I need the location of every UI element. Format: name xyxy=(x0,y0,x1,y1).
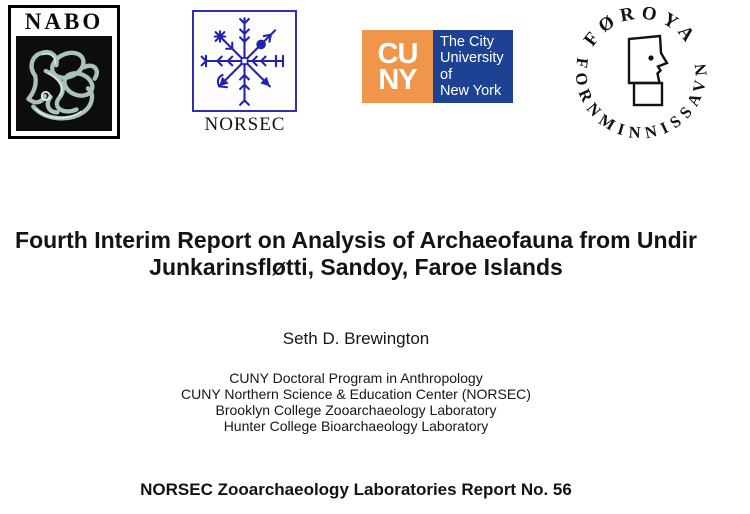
affiliation-line: Brooklyn College Zooarchaeology Laboratory xyxy=(215,402,497,418)
affiliations-block xyxy=(0,370,712,434)
cuny-name-line: of xyxy=(440,66,453,83)
nabo-logo xyxy=(8,5,120,139)
cuny-name-line: New York xyxy=(440,83,502,99)
cuny-acronym-line1: CU xyxy=(377,37,418,70)
cuny-acronym-line2: NY xyxy=(378,63,417,96)
author-name: Seth D. Brewington xyxy=(282,329,430,348)
cuny-acronym-block xyxy=(362,30,433,103)
page-title-line2: Junkarinsfløtti, Sandoy, Faroe Islands xyxy=(149,254,563,280)
norsec-logo xyxy=(192,10,297,112)
cuny-name-line: University xyxy=(440,50,504,66)
foroya-arc-bottom-label: FORNMINNISSAVN xyxy=(571,56,711,143)
cuny-name-block xyxy=(433,30,513,103)
cuny-name-line: The City xyxy=(440,33,494,50)
foroya-face-icon xyxy=(629,36,667,105)
norsec-logo-label: NORSEC xyxy=(204,114,286,135)
foroya-fornminnissavn-logo xyxy=(570,2,712,144)
report-number: NORSEC Zooarchaeology Laboratories Report No. 56 xyxy=(140,480,572,499)
norsec-snowflake-icon xyxy=(194,12,295,110)
nabo-logo-label: NABO xyxy=(24,9,104,34)
nabo-knot-icon xyxy=(16,36,112,131)
foroya-arc-top-label: FØROYA xyxy=(579,2,703,51)
page-title xyxy=(0,227,712,281)
page-title-line1: Fourth Interim Report on Analysis of Archaeofauna from Undir xyxy=(15,227,697,253)
affiliation-line: Hunter College Bioarchaeology Laboratory xyxy=(223,418,489,434)
cuny-logo xyxy=(362,30,513,103)
affiliation-line: CUNY Doctoral Program in Anthropology xyxy=(229,370,483,386)
affiliation-line: CUNY Northern Science & Education Center (NORSEC) xyxy=(181,386,531,402)
